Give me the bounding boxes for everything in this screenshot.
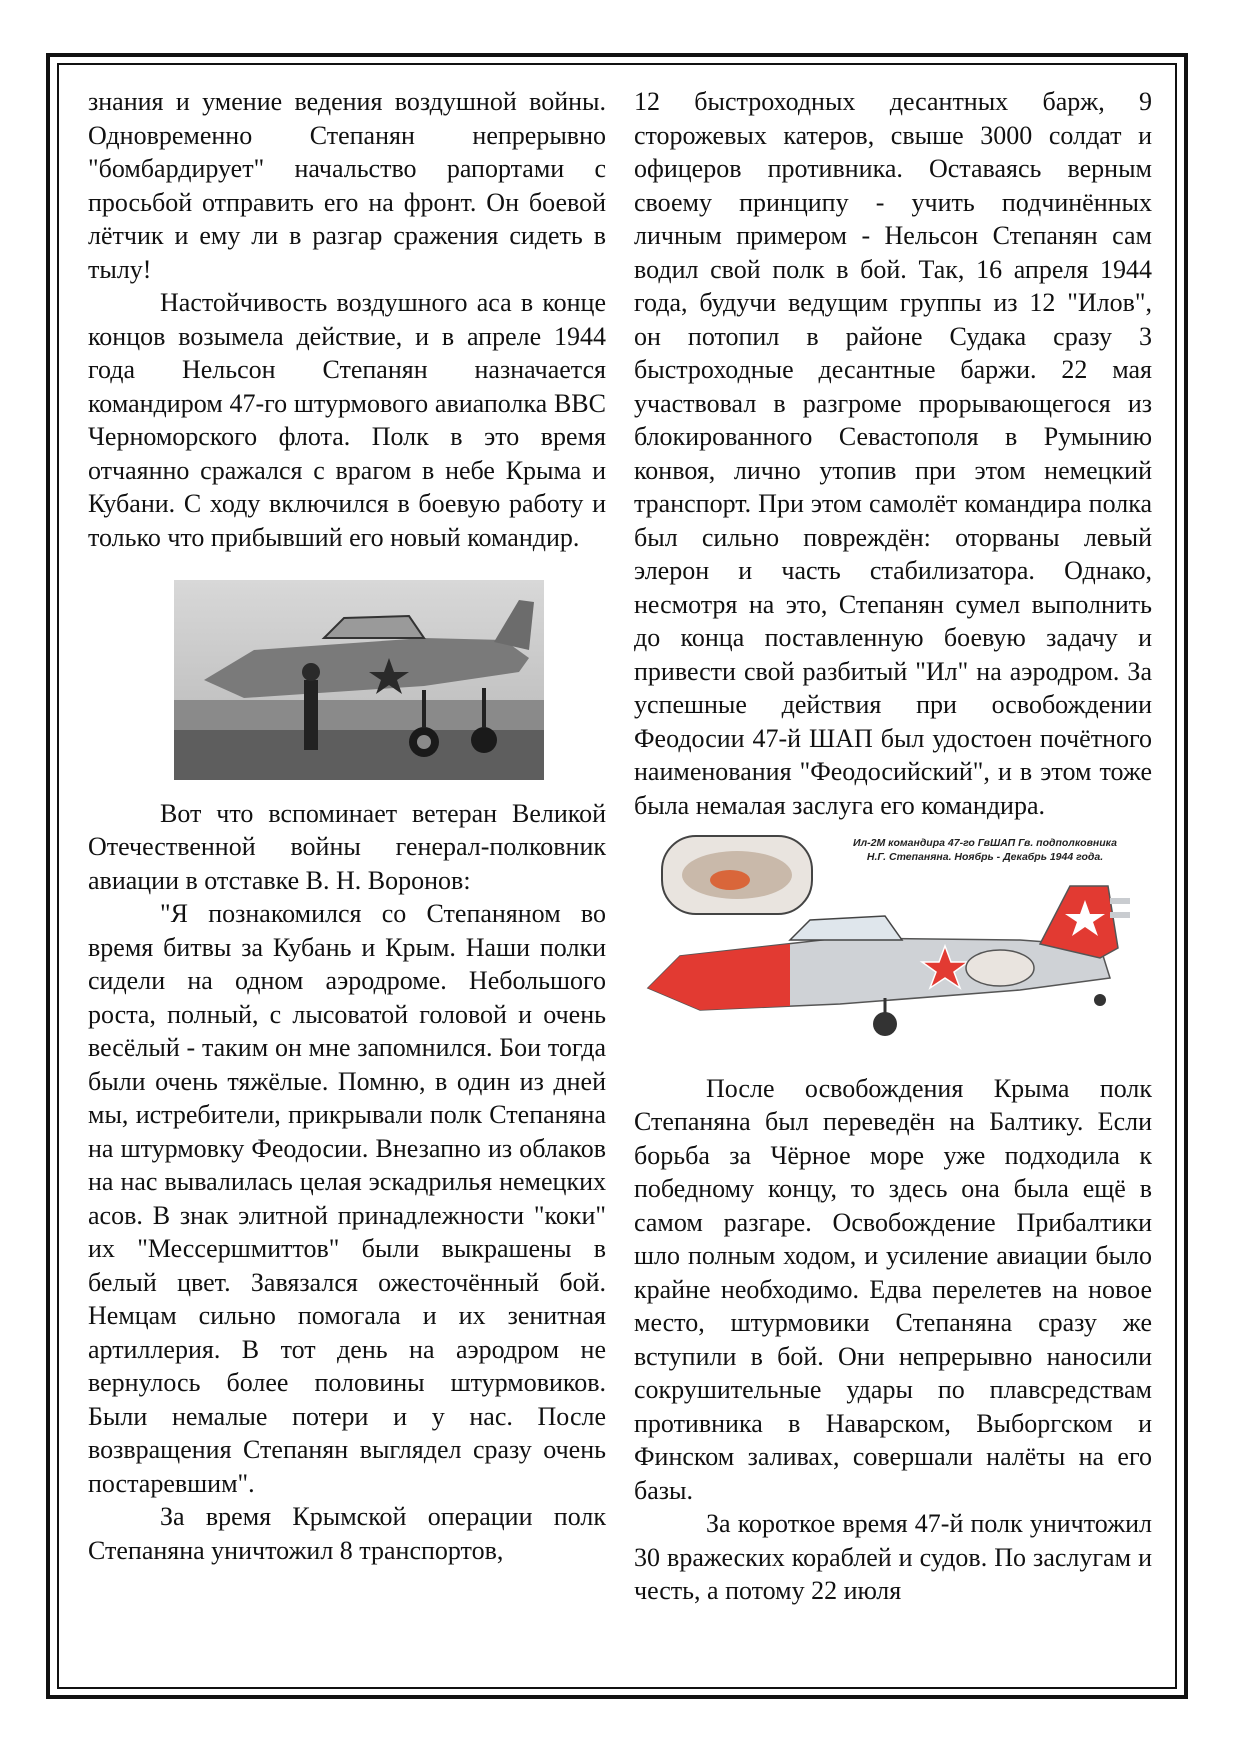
aircraft-photo [174,580,544,780]
paragraph: 12 быстроходных десантных барж, 9 сторожевых катеров, свыше 3000 солдат и офицеров противника. Оставаясь верным своему принципу - учить подчинённых личным примером - Нельсон Степанян сам водил свой полк в бой. Так, 16 апреля 1944 года, будучи ведущим группы из 12 "Илов", он потопил в районе Судака сразу 3 быстроходные десантные баржи. 22 мая участвовал в разгроме прорывающегося из блокированного Севастополя в Румынию конвоя, лично утопив при этом немецкий транспорт. При этом самолёт командира полка был сильно повреждён: оторваны левый элерон и часть стабилизатора. Однако, несмотря на это, Степанян сумел выполнить до конца поставленную боевую задачу и привести свой разбитый "Ил" на аэродром. За успешные действия при освобождении Феодосии 47-й ШАП был удостоен почётного наименования "Феодосийский", и в этом тоже была немалая заслуга его командира. [634,87,1152,820]
left-column [88,85,606,1567]
paragraph: После освобождения Крыма полк Степаняна был переведён на Балтику. Если борьба за Чёрное море уже подходила к победному концу, то здесь она была ещё в самом разгаре. Освобождение Прибалтики шло полным ходом, и усиление авиации было крайне необходимо. Едва перелетев на новое место, штурмовики Степаняна сразу же вступили в бой. Они непрерывно наносили сокрушительные удары по плавсредствам противника в Наварском, Выборгском и Финском заливах, совершали налёты на его базы. [634,1073,1152,1505]
quote-paragraph: "Я познакомился со Степаняном во время битвы за Кубань и Крым. Наши полки сидели на одном аэродроме. Небольшого роста, полный, с лысоватой головой и очень весёлый - таким он мне запомнился. Бои тогда были очень тяжёлые. Помню, в один из дней мы, истребители, прикрывали полк Степаняна на штурмовку Феодосии. Внезапно из облаков на нас вывалилась целая эскадрилья немецких асов. В знак элитной принадлежности "коки" их "Мессершмиттов" были выкрашены в белый цвет. Завязался ожесточённый бой. Немцам сильно помогала и их зенитная артиллерия. В тот день на аэродром не вернулось более половины штурмовиков. Были немалые потери и у нас. После возвращения Степанян выглядел сразу очень постаревшим". [88,899,606,1498]
paragraph: Настойчивость воздушного аса в конце концов возымела действие, и в апреле 1944 года Нельсон Степанян назначается командиром 47-го штурмового авиаполка ВВС Черноморского флота. Полк в это время отчаянно сражался с врагом в небе Крыма и Кубани. С ходу включился в боевую работу и только что прибывший его новый командир. [88,288,606,552]
paragraph: Вот что вспоминает ветеран Великой Отечественной войны генерал-полковник авиации в отставке В. Н. Воронов: [88,798,606,895]
paragraph: За короткое время 47-й полк уничтожил 30 вражеских кораблей и судов. По заслугам и честь, а потому 22 июля [634,1509,1152,1605]
paragraph: За время Крымской операции полк Степаняна уничтожил 8 транспортов, [88,1502,606,1565]
illustration-caption-line2: Н.Г. Степаняна. Ноябрь - Декабрь 1944 года. [866,851,1104,863]
paragraph: знания и умение ведения воздушной войны. Одновременно Степанян непрерывно "бомбардирует" начальство рапортами с просьбой отправить его на фронт. Он боевой лётчик и ему ли в разгар сражения сидеть в тылу! [88,87,606,284]
right-column [634,85,1152,1608]
aircraft-illustration [640,828,1152,1043]
illustration-caption-line1: Ил-2М командира 47-го ГвШАП Гв. подполковника [853,837,1117,849]
